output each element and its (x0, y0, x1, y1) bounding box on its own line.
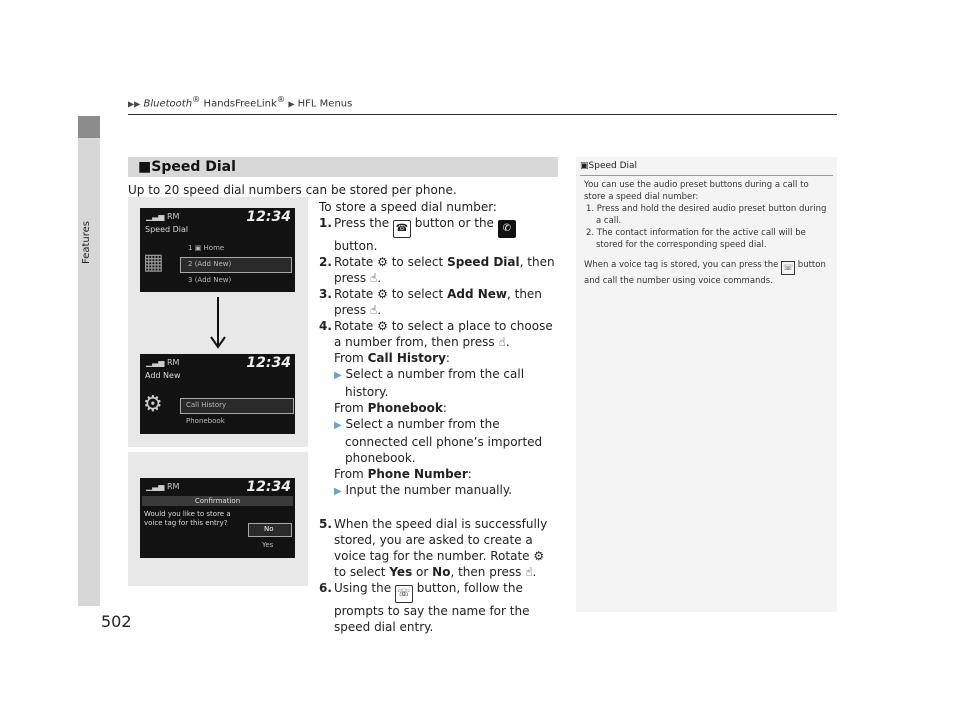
breadcrumb-handsfreelink: HandsFreeLink (200, 98, 277, 110)
side-note (576, 157, 837, 612)
step-6: 6. Using the ☏ button, follow the prompts to say the name for the speed dial entry. (319, 581, 530, 634)
side-tab-marker (78, 116, 100, 138)
selector-knob-icon: ⚙ (377, 287, 388, 301)
talk-button-icon: ☏ (781, 261, 795, 275)
steps (319, 199, 559, 635)
gear-icon: ⚙ (143, 392, 163, 417)
screens-panel-bottom (128, 452, 308, 586)
breadcrumb-arrow-icon: ▶ (288, 99, 295, 109)
option-yes: Yes (262, 541, 274, 549)
side-note-paragraph: You can use the audio preset buttons during a call to store a speed dial number: (584, 180, 809, 202)
pick-up-button-icon: ✆ (498, 220, 516, 238)
intro-text: Up to 20 speed dial numbers can be stored per phone. (128, 183, 457, 197)
registered-mark: ® (276, 94, 286, 104)
talk-button-icon: ☏ (395, 585, 413, 603)
arrow-icon: ▶ (334, 420, 342, 431)
screen-title: Add New (145, 371, 181, 380)
selector-knob-icon: ⚙ (533, 549, 545, 563)
side-note-item: 1. Press and hold the desired audio preset button during a call. (586, 204, 827, 226)
selector-knob-icon: ⚙ (377, 319, 388, 333)
side-note-paragraph: When a voice tag is stored, you can press the ☏ button and call the number using voice commands. (584, 260, 826, 286)
side-tab-label: Features (81, 221, 92, 264)
press-knob-icon: ☝ (498, 335, 506, 349)
from-call-history: From Call History: (334, 351, 450, 365)
list-item: 2 (Add New) (188, 260, 232, 268)
confirmation-screen (140, 478, 295, 558)
from-phone-number: From Phone Number: (334, 467, 472, 481)
clock: 12:34 (246, 479, 291, 495)
arrow-icon: ▶ (334, 486, 342, 497)
clock: 12:34 (246, 355, 291, 371)
confirmation-message: Would you like to store a voice tag for this entry? (144, 510, 231, 527)
list-item: 1 ▣ Home (188, 244, 225, 252)
screens-panel-top (128, 197, 308, 447)
steps-intro: To store a speed dial number: (319, 200, 497, 214)
from-phonebook: From Phonebook: (334, 401, 447, 415)
section-title: ■Speed Dial (138, 159, 236, 175)
side-note-rule (580, 175, 833, 176)
signal-icon: ▁▃▅ RM (146, 358, 180, 367)
registered-mark: ® (192, 94, 201, 104)
breadcrumb-bluetooth: Bluetooth (143, 98, 193, 110)
from-phonebook-desc: ▶ Select a number from the connected cell phone’s imported phonebook. (334, 417, 543, 465)
step-2: 2. Rotate ⚙ to select Speed Dial, then press ☝. (319, 255, 555, 285)
clock: 12:34 (246, 209, 291, 225)
note-icon: ▣ (580, 161, 589, 171)
breadcrumb (128, 94, 352, 109)
phone-keypad-icon: ▦ (143, 250, 164, 275)
screen-title: Speed Dial (145, 225, 189, 234)
speed-dial-screen (140, 208, 295, 292)
list-item: Phonebook (186, 417, 225, 425)
down-arrow-icon (208, 297, 228, 349)
side-note-body (584, 179, 830, 287)
arrow-icon: ▶ (334, 370, 342, 381)
header-rule (128, 114, 837, 115)
signal-icon: ▁▃▅ RM (146, 482, 180, 491)
side-tab (78, 116, 100, 606)
list-item: 3 (Add New) (188, 276, 232, 284)
phone-button-icon: ☎ (393, 220, 411, 238)
from-call-history-desc: ▶ Select a number from the call history. (334, 367, 525, 399)
press-knob-icon: ☝ (525, 565, 533, 579)
press-knob-icon: ☝ (370, 271, 378, 285)
page-number: 502 (101, 612, 132, 631)
step-5: 5. When the speed dial is successfully stored, you are asked to create a voice tag for the number. Rotate ⚙ to select Yes or No, then press ☝. (319, 517, 548, 579)
list-item: Call History (186, 401, 227, 409)
step-3: 3. Rotate ⚙ to select Add New, then press ☝. (319, 287, 542, 317)
from-phone-number-desc: ▶ Input the number manually. (334, 483, 513, 497)
press-knob-icon: ☝ (370, 303, 378, 317)
breadcrumb-hfl-menus: HFL Menus (297, 98, 353, 110)
signal-icon: ▁▃▅ RM (146, 212, 180, 221)
side-note-heading: ▣Speed Dial (580, 161, 638, 171)
section-heading (128, 157, 558, 177)
step-4: 4. Rotate ⚙ to select a place to choose a number from, then press ☝. (319, 319, 553, 349)
confirmation-header: Confirmation (142, 496, 293, 506)
side-note-item: 2. The contact information for the active call will be stored for the corresponding speed dial. (586, 228, 806, 250)
selector-knob-icon: ⚙ (377, 255, 388, 269)
breadcrumb-arrow-icon: ▶▶ (128, 99, 141, 109)
add-new-screen (140, 354, 295, 434)
option-no: No (264, 525, 274, 533)
step-1: 1. Press the ☎ button or the ✆ button. (319, 215, 559, 254)
